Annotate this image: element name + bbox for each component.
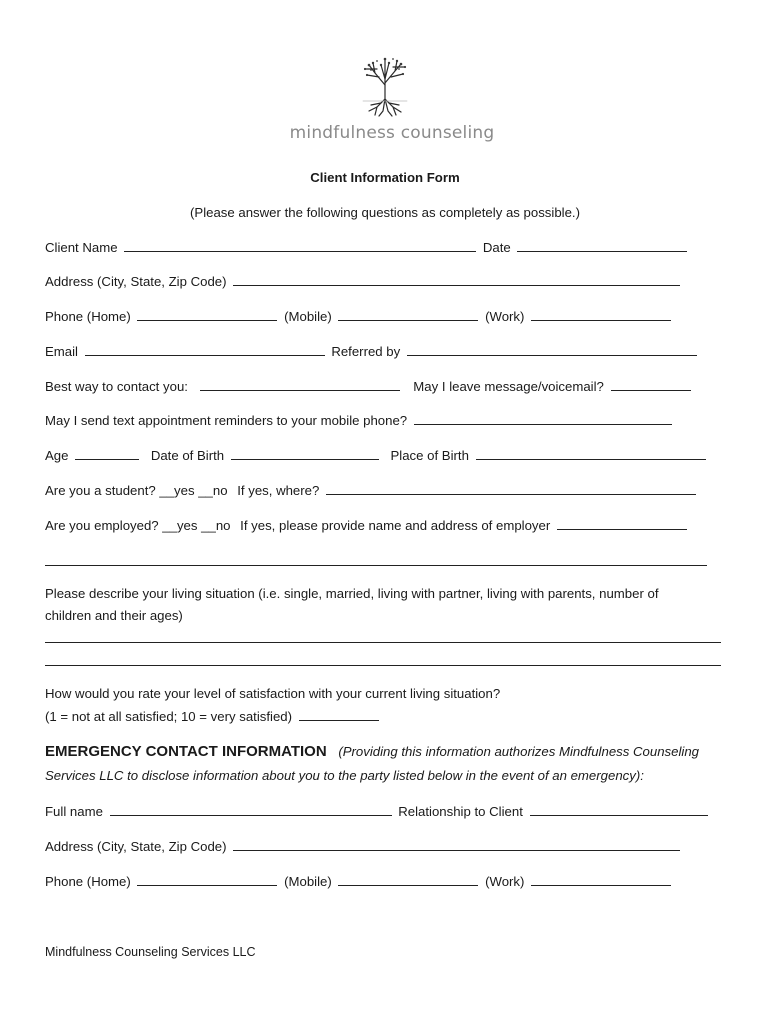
emergency-full-name-field[interactable] [110,803,392,816]
address-label: Address (City, State, Zip Code) [45,274,227,289]
emergency-heading-row [45,744,699,760]
form-subtitle: (Please answer the following questions as completely as possible.) [190,205,580,220]
form-title: Client Information Form [310,170,460,185]
logo-text: mindfulness counseling [289,123,495,143]
employer-field-line-2[interactable] [45,565,707,566]
living-field-line-1[interactable] [45,642,721,643]
contact-row [45,378,694,395]
client-name-row [45,239,690,256]
email-field[interactable] [85,343,325,356]
emergency-relationship-label: Relationship to Client [398,804,523,819]
referred-by-field[interactable] [407,343,697,356]
emergency-phone-work-field[interactable] [531,873,671,886]
employed-question[interactable]: Are you employed? __yes __no [45,518,231,533]
client-name-field[interactable] [124,239,476,252]
emergency-name-row [45,803,711,820]
student-question[interactable]: Are you a student? __yes __no [45,483,228,498]
date-label: Date [482,240,511,255]
student-where-field[interactable] [326,482,696,495]
emergency-full-name-label: Full name [45,804,103,819]
leave-message-field[interactable] [611,378,691,391]
emergency-heading: EMERGENCY CONTACT INFORMATION [45,743,327,760]
living-field-line-2[interactable] [45,665,721,666]
text-reminders-field[interactable] [414,412,672,425]
emergency-address-field[interactable] [233,838,680,851]
emergency-phone-home-label: Phone (Home) [45,874,131,889]
pob-label: Place of Birth [390,448,469,463]
emergency-address-row [45,838,683,855]
client-name-label: Client Name [45,240,118,255]
emergency-phone-mobile-field[interactable] [338,873,478,886]
dob-field[interactable] [231,447,379,460]
referred-by-label: Referred by [331,344,401,359]
living-question-line-1: Please describe your living situation (i.e. single, married, living with partner, living with parents, number of [45,586,659,601]
leave-message-label: May I leave message/voicemail? [413,379,604,394]
phone-home-label: Phone (Home) [45,309,131,324]
employer-field[interactable] [557,517,687,530]
email-label: Email [45,344,78,359]
text-reminders-label: May I send text appointment reminders to your mobile phone? [45,413,408,428]
pob-field[interactable] [476,447,706,460]
age-label: Age [45,448,69,463]
emergency-relationship-field[interactable] [530,803,708,816]
living-question-line-2: children and their ages) [45,608,183,623]
age-field[interactable] [75,447,139,460]
student-row [45,482,699,499]
email-row [45,343,700,360]
best-contact-field[interactable] [200,378,400,391]
phone-work-field[interactable] [531,308,671,321]
footer-text: Mindfulness Counseling Services LLC [45,945,256,959]
emergency-address-label: Address (City, State, Zip Code) [45,839,227,854]
address-row [45,273,683,290]
phone-home-field[interactable] [137,308,277,321]
phone-row [45,308,674,325]
date-field[interactable] [517,239,687,252]
phone-mobile-field[interactable] [338,308,478,321]
phone-mobile-label: (Mobile) [284,309,332,324]
emergency-phone-mobile-label: (Mobile) [284,874,332,889]
address-field[interactable] [233,273,680,286]
emergency-phone-row [45,873,674,890]
employed-row [45,517,690,534]
emergency-phone-work-label: (Work) [485,874,525,889]
rate-scale-label: (1 = not at all satisfied; 10 = very satisfied) [45,709,293,724]
dob-label: Date of Birth [150,448,225,463]
text-reminders-row [45,412,675,429]
logo [0,55,770,143]
emergency-phone-home-field[interactable] [137,873,277,886]
rate-question-line-1: How would you rate your level of satisfaction with your current living situation? [45,686,501,701]
phone-work-label: (Work) [485,309,525,324]
tree-icon [355,55,415,117]
emergency-note-1: (Providing this information authorizes Mindfulness Counseling [338,744,699,759]
rate-field[interactable] [299,708,379,721]
best-contact-label: Best way to contact you: [45,379,188,394]
emergency-note-2: Services LLC to disclose information about you to the party listed below in the event of an emergency): [45,768,644,783]
student-where-label: If yes, where? [237,483,320,498]
age-row [45,447,709,464]
rate-question-line-2 [45,708,382,725]
employer-label: If yes, please provide name and address of employer [240,518,551,533]
